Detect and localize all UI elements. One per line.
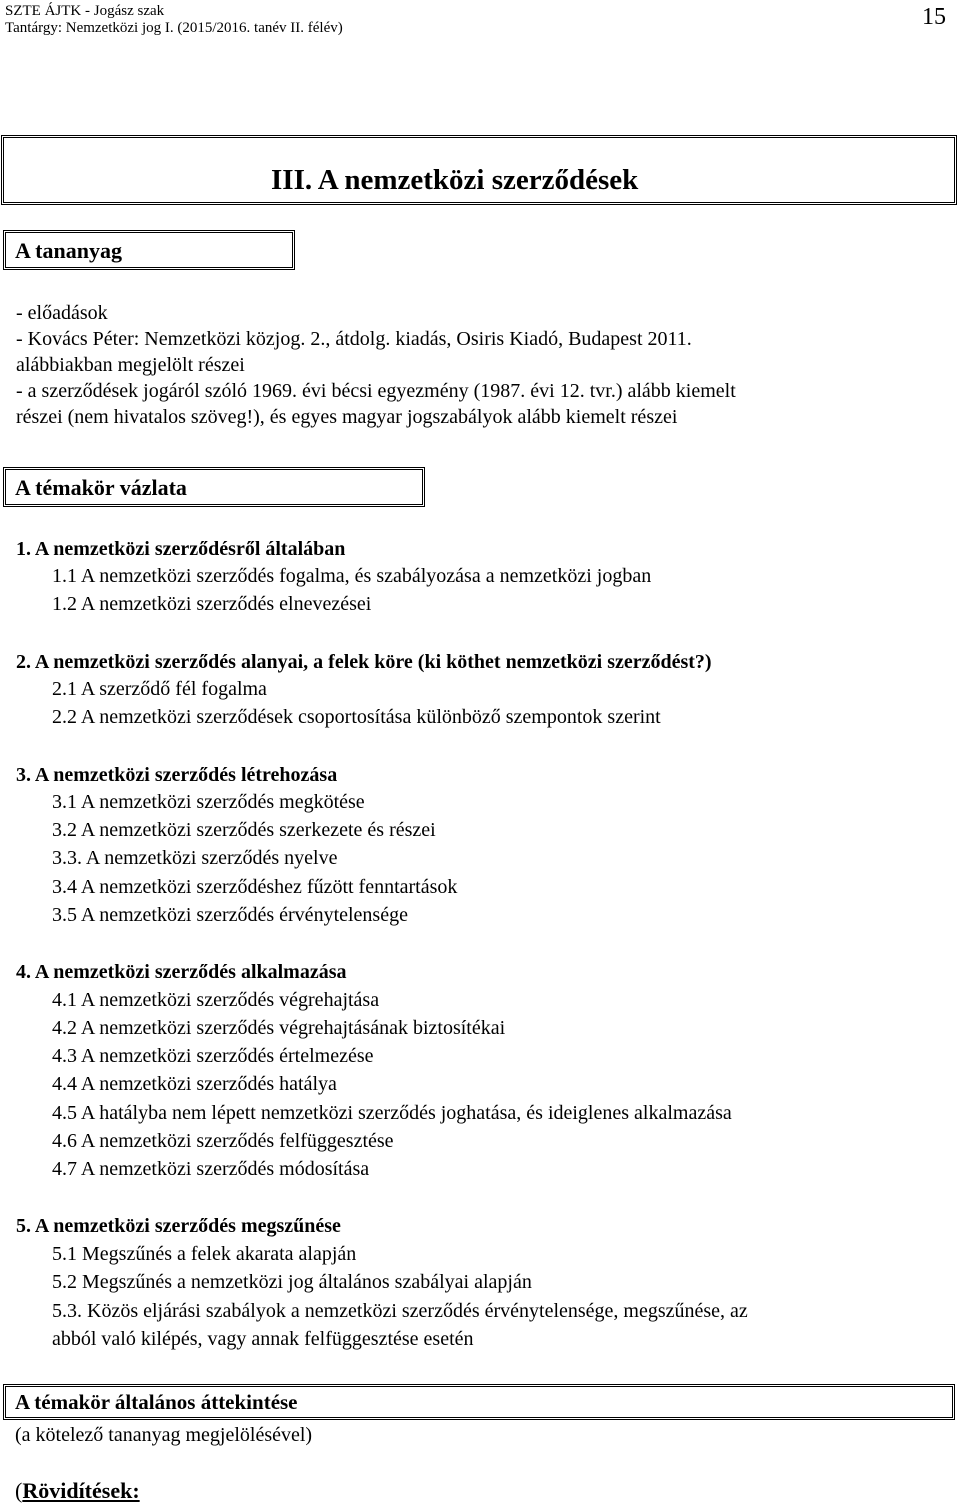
topic-item: 4.3 A nemzetközi szerződés értelmezése <box>52 1045 374 1067</box>
topic-item: 3.5 A nemzetközi szerződés érvénytelensége <box>52 904 408 926</box>
abbreviations-line <box>15 1478 140 1504</box>
page-title: III. A nemzetközi szerződések <box>271 164 639 196</box>
topic-5-title: 5. A nemzetközi szerződés megszűnése <box>16 1215 341 1237</box>
abbreviations-open-paren: ( <box>15 1478 23 1503</box>
topic-item: 4.2 A nemzetközi szerződés végrehajtásának biztosítékai <box>52 1017 506 1039</box>
topic-item: 2.2 A nemzetközi szerződések csoportosítása különböző szempontok szerint <box>52 706 661 728</box>
header-course: Tantárgy: Nemzetközi jog I. (2015/2016. tanév II. félév) <box>5 20 343 36</box>
topic-item: 1.2 A nemzetközi szerződés elnevezései <box>52 593 372 615</box>
page-number: 15 <box>922 4 946 30</box>
topic-item: 3.4 A nemzetközi szerződéshez fűzött fenntartások <box>52 876 458 898</box>
topic-item: 4.1 A nemzetközi szerződés végrehajtása <box>52 989 380 1011</box>
topic-item: 1.1 A nemzetközi szerződés fogalma, és szabályozása a nemzetközi jogban <box>52 565 652 587</box>
topic-item: 5.1 Megszűnés a felek akarata alapján <box>52 1243 357 1265</box>
header-institution: SZTE ÁJTK - Jogász szak <box>5 3 165 19</box>
topic-item: 3.2 A nemzetközi szerződés szerkezete és részei <box>52 819 436 841</box>
topic-item: 3.1 A nemzetközi szerződés megkötése <box>52 791 365 813</box>
topic-item: 2.1 A szerződő fél fogalma <box>52 678 267 700</box>
attekintes-heading: A témakör általános áttekintése <box>15 1390 298 1414</box>
tananyag-heading: A tananyag <box>15 238 122 263</box>
topic-item: 4.5 A hatályba nem lépett nemzetközi szerződés joghatása, és ideiglenes alkalmazása <box>52 1102 732 1124</box>
topic-3-title: 3. A nemzetközi szerződés létrehozása <box>16 764 338 786</box>
topic-1-title: 1. A nemzetközi szerződésről általában <box>16 538 346 560</box>
tananyag-line: alábbiakban megjelölt részei <box>16 354 245 376</box>
attekintes-subtitle: (a kötelező tananyag megjelölésével) <box>15 1424 313 1446</box>
abbreviations-label: Rövidítések: <box>22 1478 140 1503</box>
tananyag-line: - előadások <box>16 302 108 324</box>
topic-item: 4.6 A nemzetközi szerződés felfüggesztése <box>52 1130 394 1152</box>
topic-item: abból való kilépés, vagy annak felfüggesztése esetén <box>52 1328 474 1350</box>
topic-item: 5.3. Közös eljárási szabályok a nemzetközi szerződés érvénytelensége, megszűnése, az <box>52 1300 748 1322</box>
topic-item: 4.7 A nemzetközi szerződés módosítása <box>52 1158 370 1180</box>
topic-item: 4.4 A nemzetközi szerződés hatálya <box>52 1073 337 1095</box>
topic-2-title: 2. A nemzetközi szerződés alanyai, a felek köre (ki köthet nemzetközi szerződést?) <box>16 651 712 673</box>
tananyag-line: - a szerződések jogáról szóló 1969. évi bécsi egyezmény (1987. évi 12. tvr.) alább kiemelt <box>16 380 736 402</box>
vazlat-heading: A témakör vázlata <box>15 475 187 500</box>
topic-item: 5.2 Megszűnés a nemzetközi jog általános szabályai alapján <box>52 1271 532 1293</box>
tananyag-line: - Kovács Péter: Nemzetközi közjog. 2., átdolg. kiadás, Osiris Kiadó, Budapest 2011. <box>16 328 692 350</box>
tananyag-line: részei (nem hivatalos szöveg!), és egyes magyar jogszabályok alább kiemelt részei <box>16 406 678 428</box>
topic-item: 3.3. A nemzetközi szerződés nyelve <box>52 847 338 869</box>
topic-4-title: 4. A nemzetközi szerződés alkalmazása <box>16 961 347 983</box>
